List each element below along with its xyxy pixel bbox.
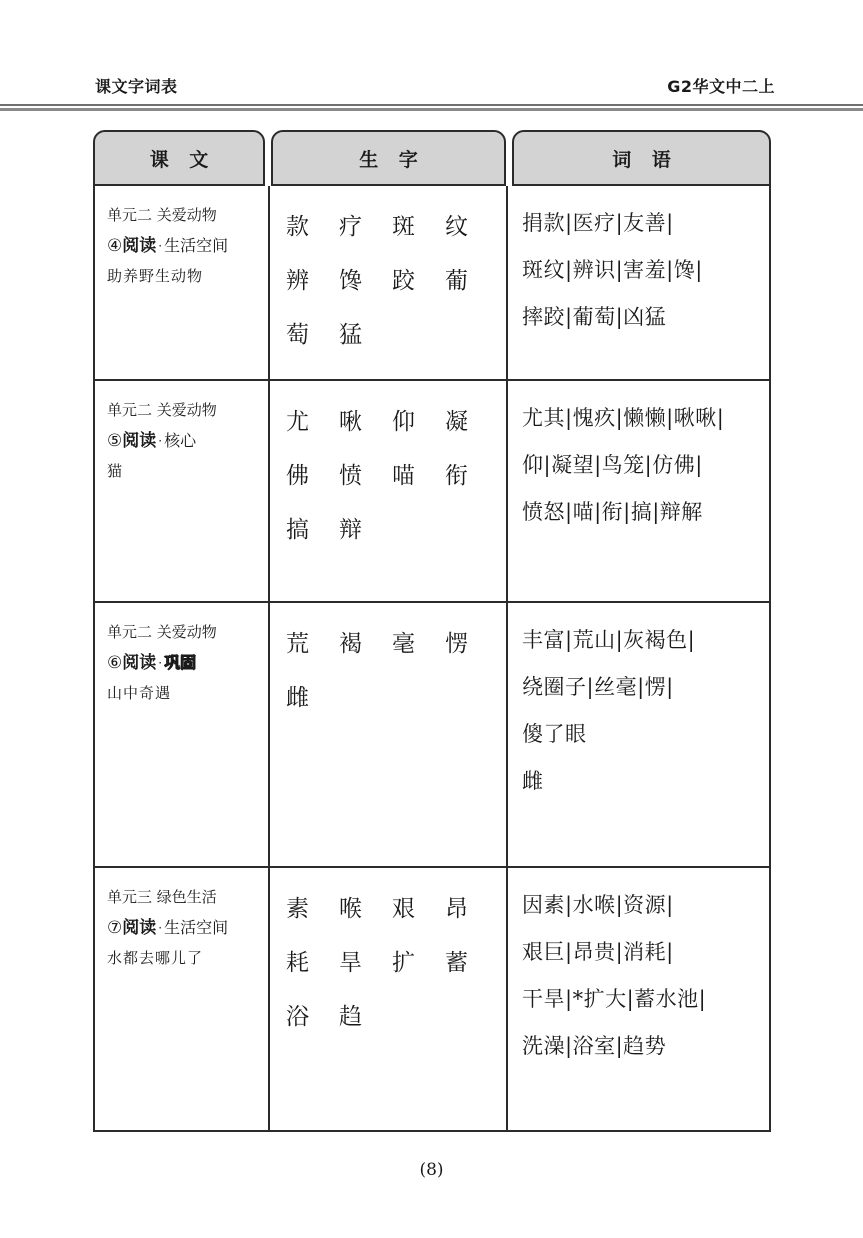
character: 仰 [392,409,415,435]
lesson-title: 山中奇遇 [107,684,172,702]
lesson-theme: 绿色生活 [156,888,217,906]
word-line: 洗澡|浴室|趋势 [522,1034,667,1058]
character-grid [286,200,500,362]
header-divider-line-top [0,104,863,106]
lesson-title: 助养野生动物 [107,267,204,285]
character: 雌 [286,685,309,711]
word-line: 丰富|荒山|灰褐色| [522,628,696,652]
character: 喵 [392,463,415,489]
character: 趋 [339,1004,362,1030]
page-number: (8) [419,1160,444,1180]
lesson-type-line [107,647,258,679]
header-divider [0,104,863,110]
character: 昂 [445,896,468,922]
word-line: 捐款|医疗|友善| [522,211,674,235]
character: 荒 [286,631,309,657]
character: 愤 [339,463,362,489]
character: 旱 [339,950,362,976]
words-cell [508,868,769,1130]
lesson-separator: · [158,656,163,670]
character: 褐 [339,631,362,657]
character: 素 [286,896,309,922]
lesson-separator: · [158,921,163,935]
word-line: 傻了眼 [522,722,587,746]
character: 辨 [286,268,309,294]
words-cell [508,603,769,866]
lesson-type: 阅读 [122,236,157,256]
character: 疗 [339,214,362,240]
character: 艰 [392,896,415,922]
lesson-separator: · [158,434,163,448]
lesson-cell [95,603,270,866]
character: 款 [286,214,309,240]
character-grid [286,617,500,725]
lesson-type-tag: 核心 [164,431,197,450]
page-header [0,68,863,102]
table-row [95,186,769,381]
character: 愣 [445,631,468,657]
word-line: 艰巨|昂贵|消耗| [522,940,674,964]
header-course-code: G2华文中二上 [667,76,775,96]
character-grid [286,395,500,557]
character: 啾 [339,409,362,435]
lesson-theme: 关爱动物 [156,401,217,419]
lesson-number: ④ [107,236,123,256]
character: 辩 [339,517,362,543]
character-grid [286,882,500,1044]
word-line: 尤其|愧疚|懒懒|啾啾| [522,406,725,430]
word-line: 干旱|*扩大|蓄水池| [522,987,707,1011]
character: 佛 [286,463,309,489]
table-header-row [93,130,771,186]
lesson-unit-line [107,882,258,912]
header-document-title: 课文字词表 [95,76,178,96]
vocabulary-table [93,130,771,1132]
lesson-separator: · [158,239,163,253]
lesson-unit-line [107,617,258,647]
character: 毫 [392,631,415,657]
words-cell [508,381,769,601]
characters-cell [270,603,508,866]
character: 蓄 [445,950,468,976]
characters-cell [270,381,508,601]
lesson-type-line [107,425,258,457]
lesson-type-tag: 生活空间 [164,236,229,255]
lesson-type-line [107,230,258,262]
header-divider-line-bottom [0,108,863,111]
word-line: 仰|凝望|鸟笼|仿佛| [522,453,703,477]
character: 葡 [445,268,468,294]
table-body [93,186,771,1132]
character: 凝 [445,409,468,435]
column-header-characters-label: 生 字 [359,148,425,171]
word-line: 绕圈子|丝毫|愣| [522,675,674,699]
lesson-number: ⑤ [107,431,123,451]
characters-cell [270,868,508,1130]
column-header-words [512,130,771,186]
column-header-characters [271,130,506,186]
lesson-number: ⑦ [107,918,123,938]
column-header-words-label: 词 语 [612,148,678,171]
character: 斑 [392,214,415,240]
lesson-theme: 关爱动物 [156,206,217,224]
lesson-type-line [107,912,258,944]
lesson-type: 阅读 [122,918,157,938]
lesson-unit: 单元二 [107,401,153,419]
lesson-unit-line [107,395,258,425]
lesson-cell [95,186,270,379]
lesson-type-tag: 巩固 [164,653,197,672]
character: 萄 [286,322,309,348]
character: 浴 [286,1004,309,1030]
lesson-type-tag: 生活空间 [164,918,229,937]
character: 耗 [286,950,309,976]
lesson-unit: 单元二 [107,206,153,224]
character: 猛 [339,322,362,348]
lesson-unit: 单元二 [107,623,153,641]
character: 搞 [286,517,309,543]
character: 尤 [286,409,309,435]
lesson-type: 阅读 [122,653,157,673]
lesson-unit: 单元三 [107,888,153,906]
word-line: 因素|水喉|资源| [522,893,674,917]
column-header-lesson-label: 课 文 [149,148,216,171]
lesson-type: 阅读 [122,431,157,451]
word-line: 雌 [522,769,544,793]
character: 扩 [392,950,415,976]
lesson-title: 猫 [107,462,124,480]
lesson-unit-line [107,200,258,230]
table-row [95,868,769,1130]
lesson-cell [95,381,270,601]
lesson-title: 水都去哪儿了 [107,949,204,967]
lesson-cell [95,868,270,1130]
lesson-theme: 关爱动物 [156,623,217,641]
word-line: 斑纹|辨识|害羞|馋| [522,258,703,282]
character: 衔 [445,463,468,489]
lesson-number: ⑥ [107,653,123,673]
characters-cell [270,186,508,379]
character: 喉 [339,896,362,922]
character: 馋 [339,268,362,294]
character: 纹 [445,214,468,240]
table-row [95,603,769,868]
table-row [95,381,769,603]
word-line: 愤怒|喵|衔|搞|辩解 [522,500,703,524]
column-header-lesson [93,130,265,186]
word-line: 摔跤|葡萄|凶猛 [522,305,667,329]
words-cell [508,186,769,379]
character: 跤 [392,268,415,294]
